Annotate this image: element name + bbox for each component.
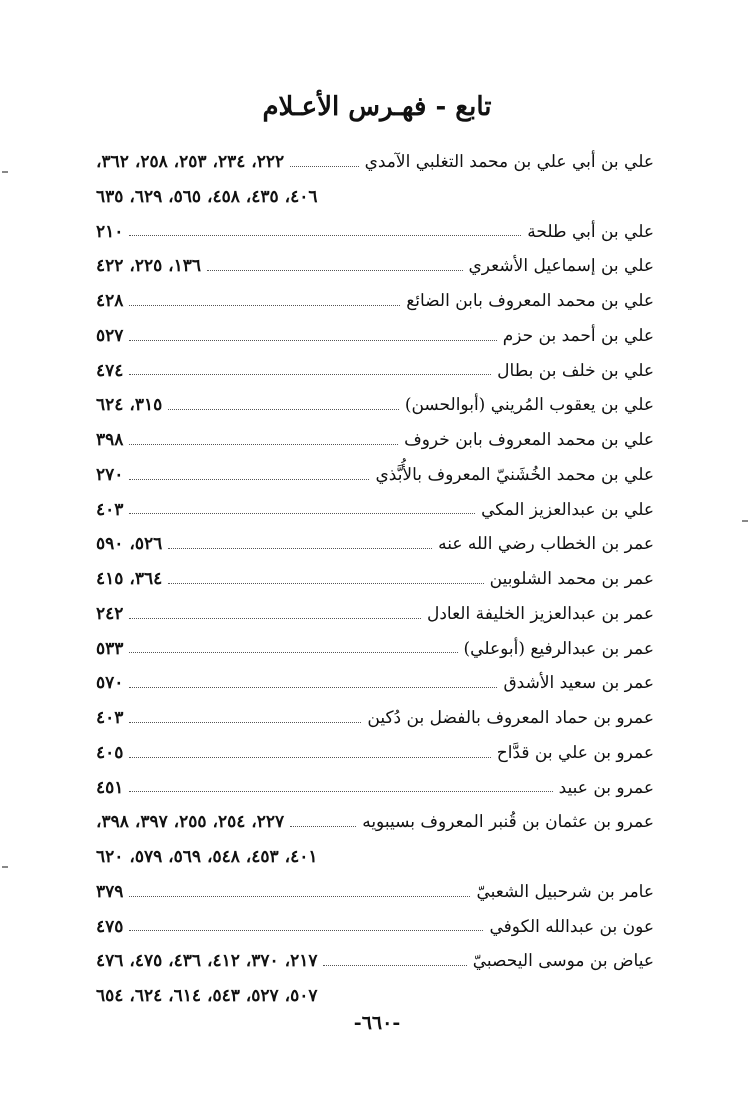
entry-name: علي بن أبي طلحة [527, 221, 654, 242]
index-entry [96, 736, 654, 771]
index-entry [96, 771, 654, 806]
entry-name: علي بن خلف بن بطال [497, 360, 654, 381]
entry-page-numbers: ٥٣٣ [96, 638, 124, 659]
entry-page-numbers: ٥٢٦، ٥٩٠ [96, 534, 163, 555]
index-entry-continuation [96, 840, 654, 875]
dot-leader [129, 884, 470, 897]
entry-page-numbers: ٣١٥، ٦٢٤ [96, 395, 163, 416]
entry-page-numbers: ٤٢٨ [96, 291, 124, 311]
index-entry [96, 805, 654, 840]
entry-page-numbers: ٢١٧، ٣٧٠، ٤١٢، ٤٣٦، ٤٧٥، ٤٧٦ [96, 951, 318, 972]
dot-leader [290, 154, 358, 167]
dot-leader [323, 953, 466, 966]
entry-name: عمرو بن حماد المعروف بالفضل بن دُكين [367, 708, 654, 728]
page-heading: تابع - فهـرس الأعـلام [262, 92, 492, 122]
dot-leader [129, 223, 521, 236]
dot-leader [129, 606, 421, 619]
dot-leader [129, 745, 490, 758]
index-entry [96, 562, 654, 597]
dot-leader [129, 432, 398, 445]
index-entry [96, 910, 654, 945]
entry-page-numbers: ١٣٦، ٢٢٥، ٤٢٢ [96, 256, 202, 277]
entry-page-numbers: ٤٠٣ [96, 499, 124, 520]
entry-name: عامر بن شرحبيل الشعبيّ [476, 881, 654, 902]
entry-name: عون بن عبدالله الكوفي [489, 916, 654, 937]
entry-page-numbers: ٢٧٠ [96, 464, 124, 485]
dot-leader [129, 328, 496, 341]
index-entry [96, 597, 654, 632]
entry-name: عمرو بن عبيد [558, 777, 654, 798]
index-entry [96, 493, 654, 528]
entry-name: عمر بن محمد الشلوبين [489, 569, 654, 589]
entry-page-numbers: ٣٦٤، ٤١٥ [96, 569, 163, 589]
dot-leader [290, 814, 356, 827]
index-entry [96, 875, 654, 910]
margin-mark [742, 520, 748, 522]
margin-mark [2, 171, 8, 173]
index-entry [96, 249, 654, 284]
entry-page-numbers: ٣٧٩ [96, 881, 124, 902]
entry-page-numbers: ٢٢٢، ٢٣٤، ٢٥٣، ٢٥٨، ٣٦٢، [96, 152, 285, 172]
dot-leader [129, 362, 491, 375]
entry-page-numbers: ٤٠٣ [96, 708, 124, 728]
dot-leader [168, 571, 483, 584]
dot-leader [129, 501, 475, 514]
entry-page-numbers: ٢٢٧، ٢٥٤، ٢٥٥، ٣٩٧، ٣٩٨، [96, 812, 285, 833]
dot-leader [129, 918, 483, 931]
index-entry-continuation [96, 180, 654, 215]
entry-page-numbers: ٤٠٦، ٤٣٥، ٤٥٨، ٥٦٥، ٦٢٩، ٦٣٥ [96, 186, 318, 207]
dot-leader [129, 710, 361, 723]
index-entry [96, 388, 654, 423]
entry-page-numbers: ٤٠١، ٤٥٣، ٥٤٨، ٥٦٩، ٥٧٩، ٦٢٠ [96, 847, 318, 867]
margin-mark [2, 866, 8, 868]
index-entry [96, 527, 654, 562]
entry-page-numbers: ٥٠٧، ٥٢٧، ٥٤٣، ٦١٤، ٦٢٤، ٦٥٤ [96, 986, 318, 1006]
entry-name: عمر بن الخطاب رضي الله عنه [438, 534, 654, 555]
index-entry [96, 354, 654, 389]
entry-page-numbers: ٤٥١ [96, 777, 124, 798]
index-entries-list [96, 145, 654, 1014]
dot-leader [168, 536, 432, 549]
entry-name: علي بن يعقوب المُريني (أبوالحسن) [404, 395, 654, 416]
entry-name: علي بن أبي علي بن محمد التغلبي الآمدي [364, 152, 654, 172]
entry-name: علي بن عبدالعزيز المكي [481, 499, 654, 520]
dot-leader [129, 467, 369, 480]
entry-name: علي بن أحمد بن حزم [502, 325, 654, 346]
dot-leader [129, 293, 400, 306]
entry-name: علي بن محمد المعروف بابن خروف [404, 430, 654, 450]
entry-page-numbers: ٢٤٢ [96, 603, 124, 624]
dot-leader [168, 397, 399, 410]
page-number: -٦٦٠- [353, 1012, 401, 1034]
index-entry [96, 145, 654, 180]
entry-name: عمر بن سعيد الأشدق [503, 673, 654, 694]
dot-leader [129, 779, 552, 792]
entry-page-numbers: ٣٩٨ [96, 430, 124, 450]
index-entry-continuation [96, 979, 654, 1014]
entry-name: عمرو بن علي بن قدَّاح [496, 742, 654, 763]
entry-page-numbers: ٤٠٥ [96, 742, 124, 763]
entry-name: عياض بن موسى اليحصبيّ [472, 951, 654, 972]
entry-name: علي بن محمد المعروف بابن الضائع [406, 291, 654, 311]
entry-name: علي بن إسماعيل الأشعري [468, 256, 654, 277]
entry-page-numbers: ٤٧٥ [96, 916, 124, 937]
index-entry [96, 284, 654, 319]
index-entry [96, 319, 654, 354]
entry-page-numbers: ٢١٠ [96, 221, 124, 242]
index-entry [96, 701, 654, 736]
entry-name: عمرو بن عثمان بن قُنبر المعروف بسيبويه [362, 812, 654, 833]
index-entry [96, 666, 654, 701]
index-entry [96, 423, 654, 458]
dot-leader [129, 675, 497, 688]
index-entry [96, 632, 654, 667]
entry-name: عمر بن عبدالرفيع (أبوعلي) [463, 638, 654, 659]
entry-name: عمر بن عبدالعزيز الخليفة العادل [427, 603, 654, 624]
entry-name: علي بن محمد الخُشَنيّ المعروف بالأُبَّذي [375, 464, 654, 485]
entry-page-numbers: ٥٢٧ [96, 325, 124, 346]
dot-leader [207, 258, 462, 271]
entry-page-numbers: ٤٧٤ [96, 360, 124, 381]
index-entry [96, 458, 654, 493]
index-entry [96, 215, 654, 250]
entry-page-numbers: ٥٧٠ [96, 673, 124, 694]
dot-leader [129, 640, 457, 653]
index-entry [96, 944, 654, 979]
